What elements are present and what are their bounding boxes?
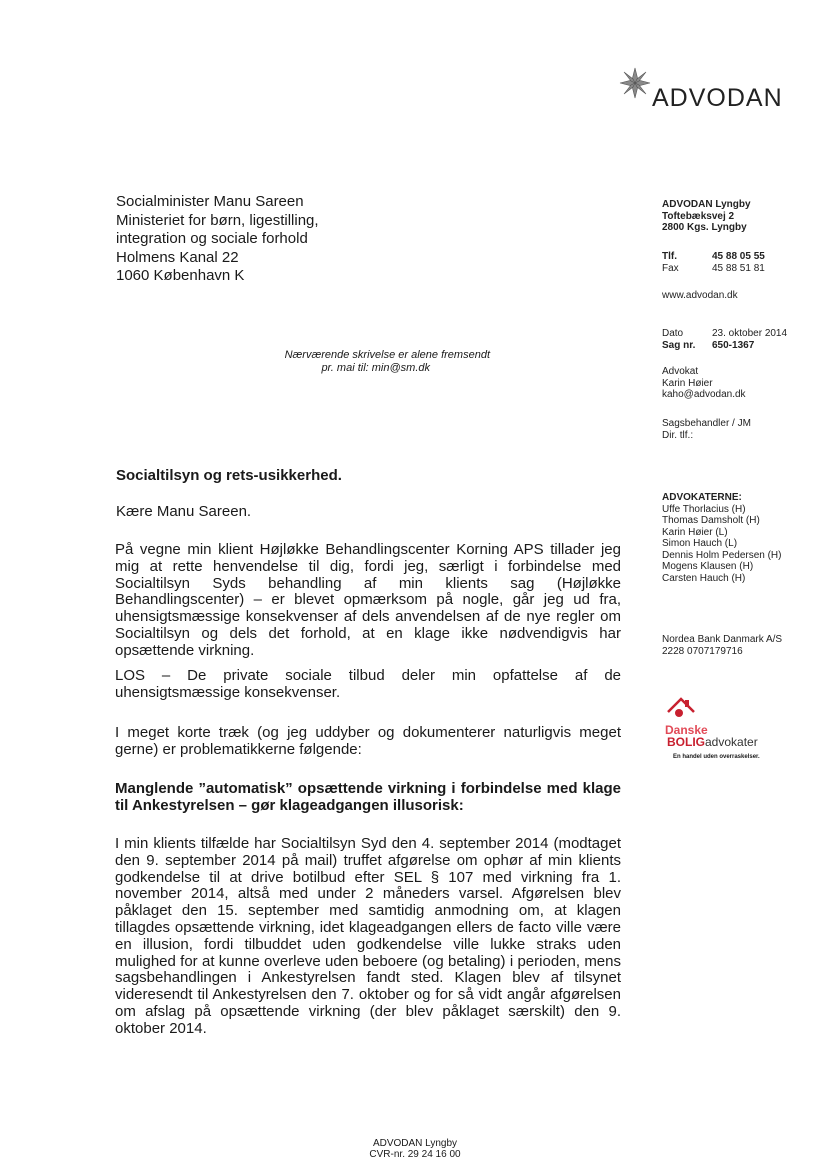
recipient-line: Ministeriet for børn, ligestilling, (116, 211, 319, 229)
partner-logo-word2 (667, 735, 758, 749)
partner-logo-word1: Danske (665, 723, 708, 737)
letter-paragraph-4: I min klients tilfælde har Socialtilsyn Syd den 4. september 2014 (modtaget den 9. september 2014 på mail) truffet afgørelse om ophør af min klients godkendelse til at drive botilbud efter SEL § 107 med virkning fra 1. november 2014, altså med under 2 måneders varsel. Afgørelsen blev påklaget den 15. september med samtidig anmodning om, at klagen tillagdes opsættende virkning, idet klageadgangen ellers de facto ville være en illusion, fordi tilbuddet uden godkendelse ville lukke straks uden mulighed for at kunne overleve uden beboere (og betaling) i perioden, mens sagsbehandlingen i Ankestyrelsen fandt sted. Klagen blev af tilsynet videresendt til Ankestyrelsen den 7. oktober og for så vidt angår afgørelsen om afslag på opsættende virkning (der blev påklaget særskilt) den 9. oktober 2014. (115, 835, 621, 1037)
letter-section-heading: Manglende ”automatisk” opsættende virkning i forbindelse med klage til Ankestyrelsen – gør klageadgangen illusorisk: (115, 780, 621, 814)
fax-label: Fax (662, 262, 679, 274)
dato-value: 23. oktober 2014 (712, 328, 788, 339)
partner-name: Mogens Klausen (H) (662, 561, 754, 572)
footer-cvr: CVR-nr. 29 24 16 00 (369, 1149, 461, 1160)
letter-paragraph-2: LOS – De private sociale tilbud deler min opfattelse af de uhensigtsmæssige konsekvenser. (115, 667, 621, 701)
sag-value: 650-1367 (712, 339, 755, 351)
advodan-logo-text: ADVODAN (652, 84, 783, 112)
recipient-line: integration og sociale forhold (116, 230, 308, 247)
recipient-line: Socialminister Manu Sareen (116, 193, 304, 210)
advodan-logo-icon (618, 66, 652, 100)
website: www.advodan.dk (662, 290, 738, 301)
letter-salutation: Kære Manu Sareen. (116, 503, 252, 520)
recipient-address (116, 193, 319, 286)
recipient-line: Holmens Kanal 22 (116, 248, 239, 266)
advokat-email: kaho@advodan.dk (662, 389, 746, 400)
partner-name: Karin Høier (L) (662, 526, 728, 538)
advokaterne-title: ADVOKATERNE: (662, 492, 742, 503)
partner-name: Simon Hauch (L) (662, 538, 738, 549)
recipient-line: 1060 København K (116, 267, 245, 284)
advokaterne-list (662, 492, 782, 584)
partner-name: Dennis Holm Pedersen (H) (662, 549, 782, 561)
letter-subject: Socialtilsyn og rets-usikkerhed. (116, 467, 342, 484)
delivery-note-line: Nærværende skrivelse er alene fremsendt (284, 349, 490, 361)
partner-logo-tagline: En handel uden overraskelser. (673, 754, 760, 760)
delivery-note-line: pr. mai til: min@sm.dk (321, 362, 430, 374)
partner-logo-advokater: advokater (705, 735, 758, 749)
footer-office: ADVODAN Lyngby (372, 1138, 458, 1149)
office-street: Toftebæksvej 2 (662, 210, 735, 222)
bank-block (662, 634, 782, 657)
letter-paragraph-1: På vegne min klient Højløkke Behandlingscenter Korning APS tillader jeg mig at rette henvendelse til dig, fordi jeg, særligt i forbindelse med Socialtilsyn Syds behandling af min klients sag (Højløkke Behandlingscenter) – er blevet opmærksom på nogle, går jeg ud fra, uhensigtsmæssige konsekvenser af dels anvendelsen af de nye regler om Socialtilsyn og dels det forhold, at en klage ikke nødvendigvis har opsættende virkning. (115, 541, 621, 659)
office-name: ADVODAN Lyngby (662, 199, 751, 210)
delivery-note (220, 349, 490, 375)
partner-name: Uffe Thorlacius (H) (662, 503, 746, 515)
office-city: 2800 Kgs. Lyngby (662, 222, 747, 233)
advokat-label: Advokat (662, 366, 699, 377)
sag-label: Sag nr. (662, 339, 696, 351)
fax-value: 45 88 51 81 (712, 262, 765, 274)
contact-block (662, 251, 765, 274)
tlf-label: Tlf. (662, 251, 677, 262)
advokat-name: Karin Høier (662, 377, 713, 389)
partner-name: Carsten Hauch (H) (662, 572, 746, 584)
letter-paragraph-3: I meget korte træk (og jeg uddyber og dokumenterer naturligvis meget gerne) er problematikkerne følgende: (115, 724, 621, 758)
sagsbehandler: Sagsbehandler / JM (662, 418, 751, 429)
dato-label: Dato (662, 328, 684, 339)
sagsbehandler-block (662, 418, 751, 441)
office-block (662, 199, 751, 234)
dir-tlf: Dir. tlf.: (662, 429, 694, 441)
tlf-value: 45 88 05 55 (712, 251, 765, 262)
bank-account: 2228 0707179716 (662, 645, 743, 657)
advokat-block (662, 366, 746, 401)
bank-name: Nordea Bank Danmark A/S (662, 634, 783, 645)
case-meta (662, 328, 787, 351)
partner-logo-bolig: BOLIG (667, 735, 705, 749)
partner-name: Thomas Damsholt (H) (662, 515, 760, 526)
page-footer (330, 1138, 500, 1160)
